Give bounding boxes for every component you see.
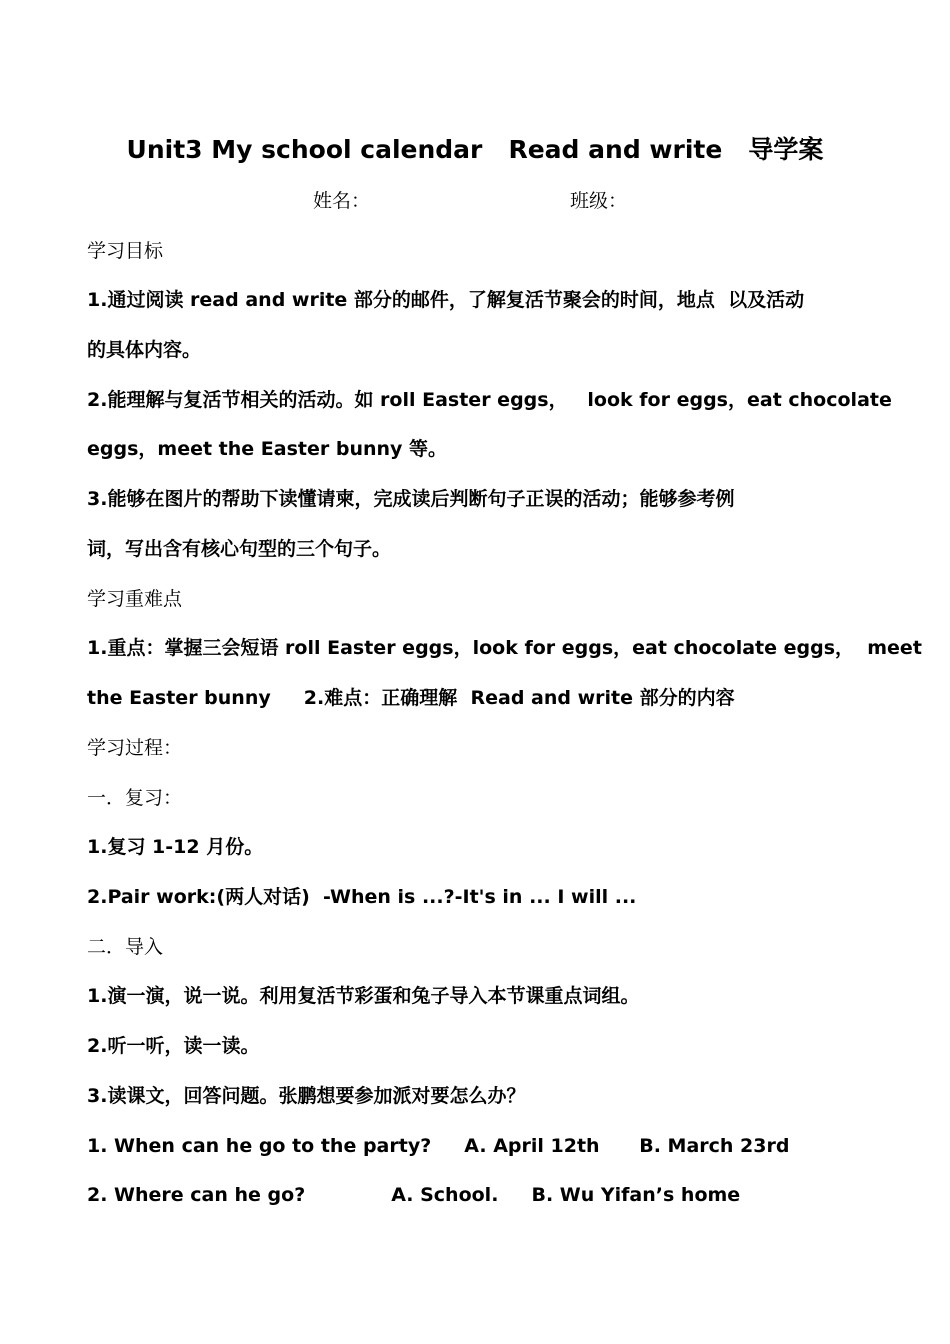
objective-3-line-2: 词，写出含有核心句型的三个句子。: [87, 538, 392, 560]
subsection-review: 一．复习：: [87, 787, 183, 809]
lead-in-item-1: 1.演一演，说一说。利用复活节彩蛋和兔子导入本节课重点词组。: [87, 985, 640, 1007]
objective-2-line-1: 2.能理解与复活节相关的活动。如 roll Easter eggs， look for eggs，eat chocolate: [87, 389, 892, 411]
key-points-line-2: the Easter bunny 2.难点：正确理解 Read and write 部分的内容: [87, 687, 735, 709]
question-2: 2. Where can he go? A. School. B. Wu Yifan’s home: [87, 1184, 741, 1206]
student-info-row: [0, 184, 950, 218]
lead-in-item-3: 3.读课文，回答问题。张鹏想要参加派对要怎么办？: [87, 1085, 526, 1107]
document-title: Unit3 My school calendar Read and write 导学案: [126, 135, 824, 164]
section-heading-objectives: 学习目标: [87, 240, 164, 262]
lead-in-item-2: 2.听一听，读一读。: [87, 1035, 260, 1057]
review-item-1: 1.复习 1-12 月份。: [87, 836, 264, 858]
class-label: 班级：: [570, 190, 628, 212]
objective-2-line-2: eggs，meet the Easter bunny 等。: [87, 438, 448, 460]
objective-1-line-1: 1.通过阅读 read and write 部分的邮件，了解复活节聚会的时间，地点 以及活动: [87, 289, 805, 311]
question-1: 1. When can he go to the party? A. April 12th B. March 23rd: [87, 1135, 790, 1157]
section-heading-key-points: 学习重难点: [87, 588, 183, 610]
subsection-lead-in: 二．导入: [87, 936, 164, 958]
review-item-2: 2.Pair work:(两人对话) -When is ...?-It's in ... I will ...: [87, 886, 637, 908]
objective-3-line-1: 3.能够在图片的帮助下读懂请柬，完成读后判断句子正误的活动；能够参考例: [87, 488, 735, 510]
key-points-line-1: 1.重点：掌握三会短语 roll Easter eggs，look for eggs，eat chocolate eggs， meet: [87, 637, 922, 659]
name-label: 姓名：: [313, 190, 371, 212]
objective-1-line-2: 的具体内容。: [87, 339, 202, 361]
section-heading-process: 学习过程：: [87, 737, 183, 759]
